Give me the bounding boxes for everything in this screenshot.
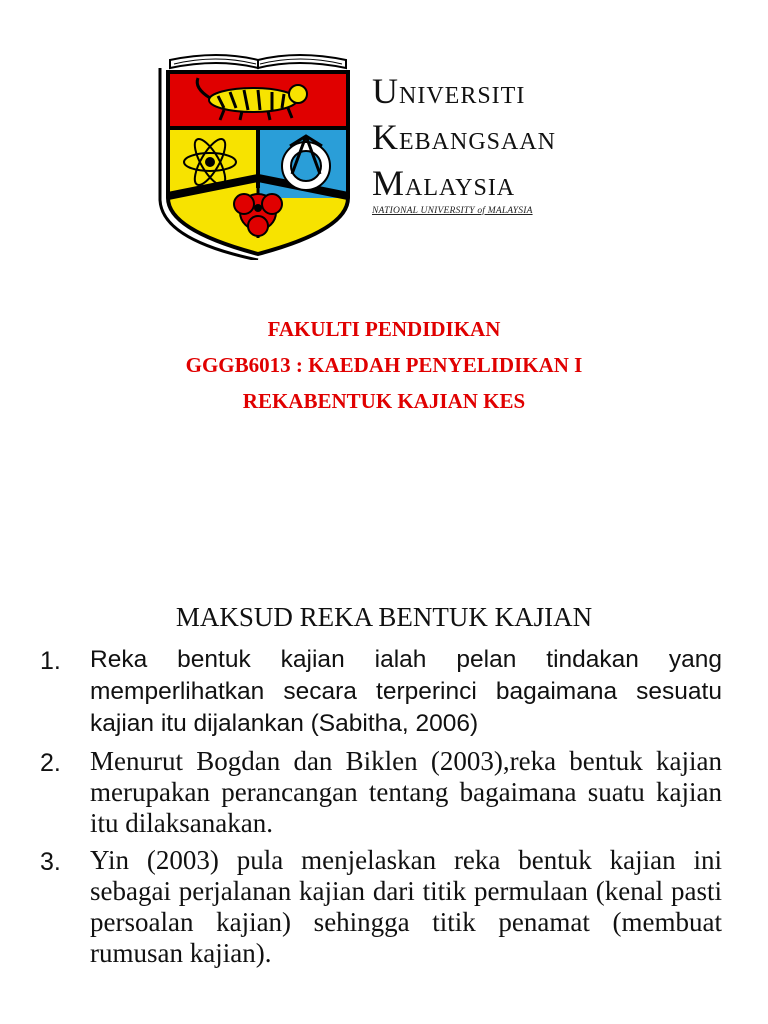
university-name-line-2: KEBANGSAAN — [372, 117, 557, 157]
list-text: Yin (2003) pula menjelaskan reka bentuk kajian ini sebagai perjalanan kajian dari titik permulaan (kenal pasti persoalan kajian) sehingga titik penamat (membuat rumusan kajian). — [90, 845, 722, 968]
university-subtitle: NATIONAL UNIVERSITY of MALAYSIA — [372, 206, 533, 216]
title-block — [0, 311, 768, 419]
faculty-title: FAKULTI PENDIDIKAN — [267, 317, 501, 341]
topic-title: REKABENTUK KAJIAN KES — [242, 389, 526, 413]
list-text: Reka bentuk kajian ialah pelan tindakan yang memperlihatkan secara terperinci bagaimana sesuatu kajian itu dijalankan (Sabitha, 2006) — [90, 646, 722, 737]
university-name — [372, 68, 556, 206]
list-item — [40, 845, 722, 969]
course-title: GGGB6013 : KAEDAH PENYELIDIKAN I — [185, 353, 583, 377]
university-name-line-3: MALAYSIA — [372, 163, 516, 203]
list-item — [40, 644, 722, 740]
list-text: Menurut Bogdan dan Biklen (2003),reka bentuk kajian merupakan perancangan tentang bagaimana suatu kajian itu dilaksanakan. — [90, 746, 722, 838]
list-number: 1. — [40, 647, 61, 675]
university-crest-logo — [158, 48, 358, 260]
list-item — [40, 746, 722, 839]
list-number: 3. — [40, 848, 61, 876]
list-number: 2. — [40, 749, 61, 777]
definition-list — [40, 644, 722, 975]
open-book-icon — [170, 55, 346, 68]
university-name-line-1: UNIVERSITI — [372, 71, 526, 111]
section-heading: MAKSUD REKA BENTUK KAJIAN — [175, 602, 593, 632]
